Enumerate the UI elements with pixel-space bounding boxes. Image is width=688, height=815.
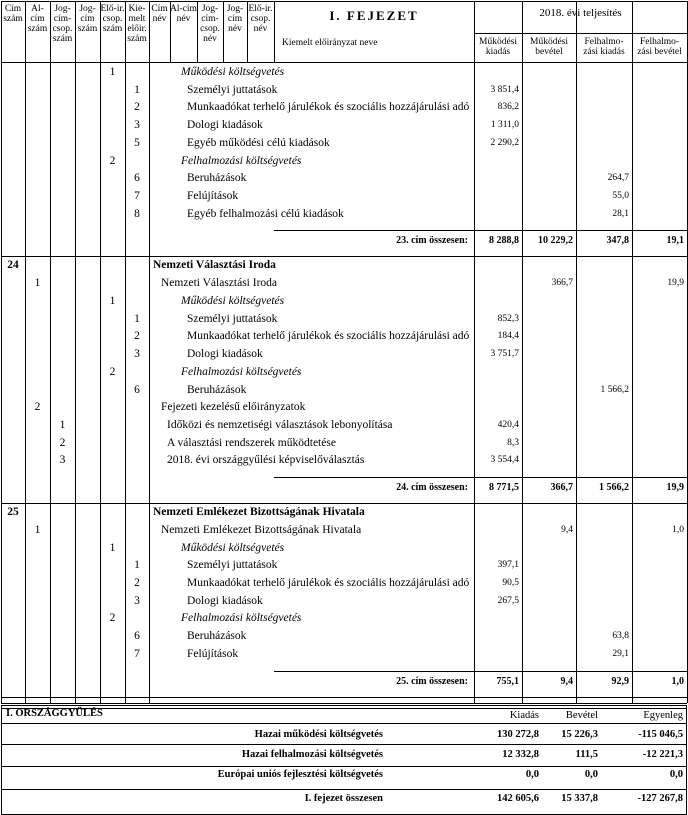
grid-line <box>1 503 687 504</box>
grid-line <box>522 1 523 703</box>
code-k: 3 <box>134 594 140 607</box>
code-k: 2 <box>134 577 140 589</box>
code-a: 1 <box>34 523 41 536</box>
grid-line <box>1 1 2 703</box>
total-value: 755,1 <box>496 675 519 687</box>
grid-line <box>1 789 687 790</box>
row-label: Nemzeti Választási Iroda <box>153 259 276 272</box>
total-value: 19,1 <box>666 235 684 247</box>
row-label: Dologi kiadások <box>187 594 263 607</box>
row-value: 63,8 <box>612 631 629 642</box>
summary-row-label: Európai uniós fejlesztési költségvetés <box>217 769 383 780</box>
summary-row-value: 0,0 <box>584 769 598 780</box>
grid-line <box>1 744 687 745</box>
code-e: 2 <box>109 612 116 625</box>
row-label: Nemzeti Emlékezet Bizottságának Hivatala <box>153 506 365 519</box>
grid-line <box>576 1 577 703</box>
code-k: 1 <box>134 83 140 96</box>
grid-line <box>149 1 150 703</box>
grid-line <box>1 1 687 2</box>
code-k: 6 <box>134 630 140 643</box>
row-value: 29,1 <box>612 648 629 659</box>
summary-row-value: -127 267,8 <box>637 793 683 804</box>
header-c2: Működési bevétel <box>530 37 568 57</box>
header-jogcim-csop-nev: Jog-cím-csop. név <box>200 4 220 44</box>
grid-line <box>274 230 687 231</box>
code-k: 1 <box>134 559 140 572</box>
grid-line <box>1 703 687 704</box>
code-k: 7 <box>134 190 140 203</box>
total-value: 92,9 <box>611 675 629 687</box>
header-c1: Működési kiadás <box>479 37 517 57</box>
row-label: Nemzeti Emlékezet Bizottságának Hivatala <box>161 523 362 536</box>
row-label: Működési költségvetés <box>181 294 285 307</box>
total-label: 24. cím összesen: <box>396 482 468 494</box>
grid-line <box>686 705 687 815</box>
grid-line <box>1 62 687 63</box>
row-value: 267,5 <box>497 595 519 606</box>
total-value: 1,0 <box>671 675 684 687</box>
code-k: 5 <box>134 136 140 149</box>
summary-header-h3: Egyenleg <box>643 710 683 721</box>
summary-row-label: Hazai felhalmozási költségvetés <box>241 749 383 760</box>
row-label: Fejezeti kezelésű előirányzatok <box>161 401 306 414</box>
row-label: Működési költségvetés <box>181 541 285 554</box>
summary-header-h1: Kiadás <box>509 710 539 721</box>
summary-row-value: -12 221,3 <box>642 749 683 760</box>
summary-row-label: I. fejezet összesen <box>304 793 383 804</box>
row-label: Személyi juttatások <box>187 312 278 325</box>
total-label: 23. cím összesen: <box>396 235 468 247</box>
summary-title: I. ORSZÁGGYŰLÉS <box>6 708 103 719</box>
header-c3: Felhalmo-zási kiadás <box>583 37 625 57</box>
total-label: 25. cím összesen: <box>396 675 468 687</box>
row-label: Dologi kiadások <box>187 348 263 361</box>
header-cim-nev: Cím név <box>151 4 168 24</box>
code-c: 24 <box>7 259 19 272</box>
header-year: 2018. évi teljesítés <box>539 7 622 19</box>
row-label: Dologi kiadások <box>187 119 263 132</box>
chapter-title: I. FEJEZET <box>329 8 419 23</box>
summary-row-value: 130 272,8 <box>497 729 539 740</box>
total-value: 8 288,8 <box>489 235 519 247</box>
header-kiemelt-eloir-szam: Kie-melt előir. szám <box>127 4 147 44</box>
header-eloir-csop-nev: Elő-ir. csop. név <box>248 4 273 34</box>
grid-line <box>1 766 687 767</box>
header-kiemelt-neve: Kiemelt előirányzat neve <box>282 38 378 48</box>
code-j: 3 <box>59 454 66 467</box>
summary-row-value: 15 226,3 <box>561 729 598 740</box>
row-label: 2018. évi országgyűlési képviselőválasztás <box>167 454 365 467</box>
row-value: 55,0 <box>612 191 629 202</box>
row-value: 28,1 <box>612 208 629 219</box>
code-k: 6 <box>134 172 140 185</box>
total-value: 366,7 <box>550 482 573 494</box>
total-value: 10 229,2 <box>538 235 573 247</box>
row-label: Beruházások <box>187 630 247 643</box>
header-jogcim-nev: Jog-cím név <box>226 4 244 34</box>
total-value: 8 771,5 <box>489 482 519 494</box>
row-label: Felhalmozási költségvetés <box>181 365 302 378</box>
code-k: 3 <box>134 119 140 132</box>
summary-row-value: 0,0 <box>525 769 539 780</box>
row-label: Időközi és nemzetiségi választások lebonyolítása <box>167 418 393 431</box>
header-cim-szam: Cím szám <box>3 4 23 24</box>
row-label: Beruházások <box>187 383 247 396</box>
row-value: 9,4 <box>561 524 573 535</box>
row-value: 1 311,0 <box>490 120 519 131</box>
row-value: 3 554,4 <box>490 455 519 466</box>
code-k: 2 <box>134 101 140 114</box>
grid-line <box>1 705 2 815</box>
grid-line <box>50 1 51 703</box>
code-a: 1 <box>34 277 41 290</box>
grid-line <box>1 256 687 257</box>
row-value: 264,7 <box>607 173 629 184</box>
code-k: 3 <box>134 348 140 361</box>
code-e: 1 <box>109 294 116 307</box>
summary-row-value: 12 332,8 <box>502 749 539 760</box>
summary-row-value: 111,5 <box>575 749 598 760</box>
code-k: 2 <box>134 330 140 343</box>
grid-line <box>1 705 687 706</box>
row-value: 397,1 <box>497 560 519 571</box>
grid-line <box>274 671 687 672</box>
total-value: 347,8 <box>606 235 629 247</box>
row-label: Munkaadókat terhelő járulékok és szociális hozzájárulási adó <box>187 577 470 589</box>
code-j: 1 <box>59 418 66 431</box>
summary-row-value: -115 046,5 <box>638 729 683 740</box>
header-jogcim-szam: Jog-cím szám <box>77 4 98 34</box>
row-value: 3 751,7 <box>490 349 519 360</box>
row-value: 8,3 <box>507 437 519 448</box>
header-jogcim-csop-szam: Jog-cím-csop. szám <box>52 4 73 44</box>
row-value: 90,5 <box>502 578 519 588</box>
row-label: Munkaadókat terhelő járulékok és szociális hozzájárulási adó <box>187 330 470 343</box>
summary-row-label: Hazai működési költségvetés <box>254 729 383 740</box>
grid-line <box>1 723 687 724</box>
row-value: 366,7 <box>551 278 573 289</box>
row-label: Felújítások <box>187 190 239 203</box>
total-value: 19,9 <box>666 482 684 494</box>
row-value: 2 290,2 <box>490 137 519 148</box>
grid-line <box>75 1 76 703</box>
row-label: Nemzeti Választási Iroda <box>161 277 278 290</box>
header-eloir-csop-szam: Elő-ir. csop. szám <box>100 4 125 34</box>
row-label: A választási rendszerek működtetése <box>167 436 336 449</box>
row-label: Felhalmozási költségvetés <box>181 612 302 625</box>
code-k: 1 <box>134 312 140 325</box>
grid-line <box>632 1 633 703</box>
row-value: 420,4 <box>497 419 519 430</box>
row-value: 852,3 <box>497 313 519 324</box>
total-value: 9,4 <box>560 675 573 687</box>
code-e: 2 <box>109 154 116 167</box>
row-value: 19,9 <box>667 278 684 289</box>
grid-line <box>25 1 26 703</box>
row-value: 836,2 <box>497 102 519 113</box>
summary-row-value: 0,0 <box>669 769 683 780</box>
row-label: Felújítások <box>187 647 239 660</box>
row-label: Működési költségvetés <box>181 66 285 78</box>
code-e: 1 <box>109 541 116 554</box>
code-k: 7 <box>134 647 140 660</box>
header-c4: Felhalmo-zási bevétel <box>637 37 682 57</box>
summary-row-value: 142 605,6 <box>497 793 539 804</box>
row-label: Személyi juttatások <box>187 559 278 572</box>
row-label: Egyéb működési célú kiadások <box>187 136 330 149</box>
code-j: 2 <box>59 436 66 449</box>
grid-line <box>474 33 687 34</box>
code-c: 25 <box>7 506 19 519</box>
row-value: 3 851,4 <box>490 84 519 95</box>
total-value: 1 566,2 <box>599 482 629 494</box>
grid-line <box>100 1 101 703</box>
row-label: Személyi juttatások <box>187 83 278 96</box>
row-label: Felhalmozási költségvetés <box>181 154 302 167</box>
summary-row-value: 15 337,8 <box>561 793 598 804</box>
header-alcim-nev: Al-cím név <box>170 4 197 24</box>
grid-line <box>274 477 687 478</box>
row-value: 1 566,2 <box>600 384 629 395</box>
row-value: 184,4 <box>497 331 519 342</box>
code-e: 1 <box>109 66 116 78</box>
code-k: 6 <box>134 383 140 396</box>
code-k: 8 <box>134 207 140 220</box>
grid-line <box>1 697 687 698</box>
row-label: Munkaadókat terhelő járulékok és szociális hozzájárulási adó <box>187 101 470 114</box>
code-e: 2 <box>109 365 116 378</box>
code-a: 2 <box>34 401 41 414</box>
row-label: Beruházások <box>187 172 247 185</box>
row-value: 1,0 <box>672 524 684 535</box>
header-alcim-szam: Al-cím szám <box>27 4 48 34</box>
row-label: Egyéb felhalmozási célú kiadások <box>187 207 344 220</box>
summary-header-h2: Bevétel <box>565 710 598 721</box>
